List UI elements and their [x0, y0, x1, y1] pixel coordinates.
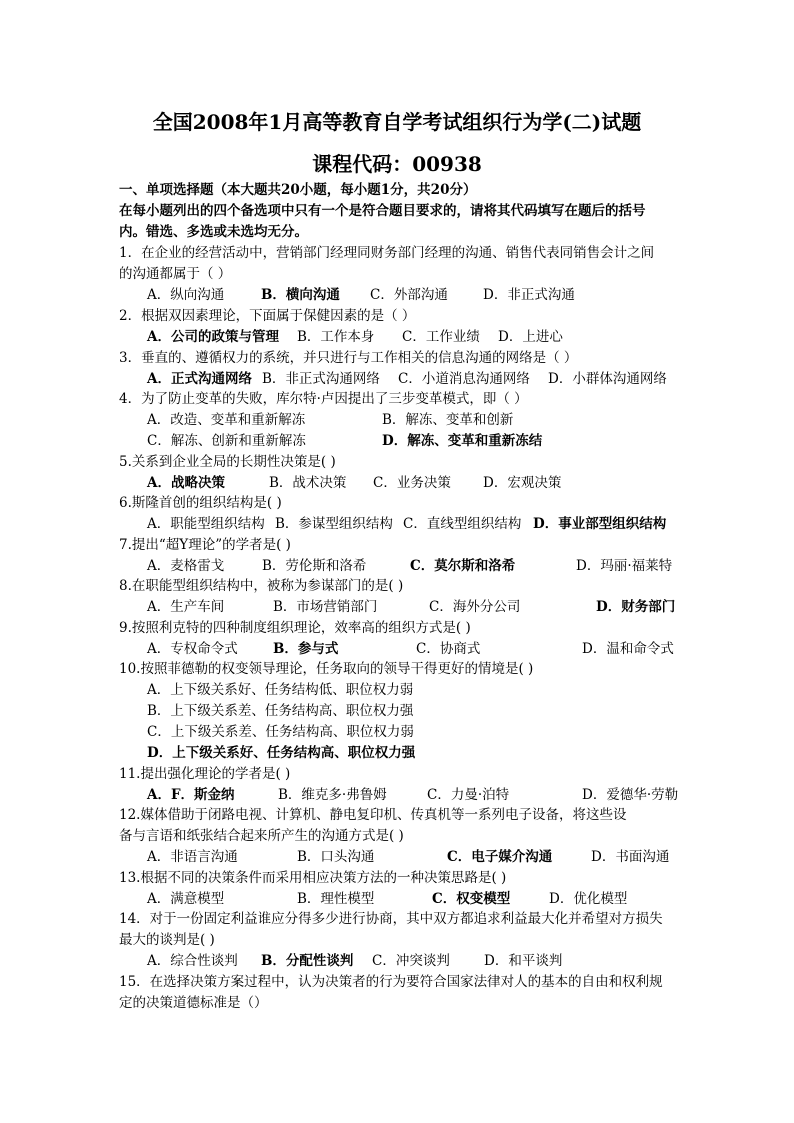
- section-instruction: 在每小题列出的四个备选项中只有一个是符合题目要求的，请将其代码填写在题后的括号: [119, 203, 646, 219]
- question-option: D．优化模型: [549, 891, 628, 907]
- question-option: A．职能型组织结构: [147, 516, 265, 532]
- question-stem: 14．对于一份固定利益谁应分得多少进行协商，其中双方都追求利益最大化并希望对方损失: [119, 911, 663, 927]
- question-stem: 5.关系到企业全局的长期性决策是( ): [119, 454, 336, 470]
- question-option: B．维克多·弗鲁姆: [278, 787, 387, 803]
- question-option: B．参谋型组织结构: [275, 516, 393, 532]
- question-option: B．战术决策: [269, 475, 347, 491]
- question-stem: 3．垂直的、遵循权力的系统，并只进行与工作相关的信息沟通的网络是（ ）: [119, 350, 578, 366]
- question-option: C．上下级关系差、任务结构高、职位权力弱: [147, 724, 414, 740]
- question-option: A．改造、变革和重新解冻: [147, 412, 306, 428]
- question-stem: 8.在职能型组织结构中，被称为参谋部门的是( ): [119, 578, 404, 594]
- question-stem: 的沟通都属于（ ）: [119, 266, 232, 282]
- question-option: C．力曼·泊特: [427, 787, 510, 803]
- answer-option: A．F．斯金纳: [147, 787, 235, 803]
- question-stem: 15．在选择决策方案过程中，认为决策者的行为要符合国家法律对人的基本的自由和权利规: [119, 974, 663, 990]
- question-option: A．专权命令式: [147, 641, 238, 657]
- question-stem: 备与言语和纸张结合起来所产生的沟通方式是( ): [119, 828, 404, 844]
- question-stem: 10.按照菲德勒的权变领导理论，任务取向的领导干得更好的情境是( ): [119, 661, 534, 677]
- question-option: C．业务决策: [373, 475, 451, 491]
- question-option: B．解冻、变革和创新: [382, 412, 514, 428]
- answer-option: B．参与式: [273, 641, 339, 657]
- answer-option: C．电子媒介沟通: [447, 849, 553, 865]
- question-option: B．上下级关系差、任务结构高、职位权力强: [147, 703, 414, 719]
- answer-option: C．莫尔斯和洛希: [410, 558, 516, 574]
- answer-option: D．解冻、变革和重新冻结: [382, 433, 543, 449]
- question-stem: 12.媒体借助于闭路电视、计算机、静电复印机、传真机等一系列电子设备，将这些设: [119, 807, 627, 823]
- exam-title: 全国2008年1月高等教育自学考试组织行为学(二)试题: [152, 110, 642, 134]
- question-stem: 2．根据双因素理论，下面属于保健因素的是（ ）: [119, 308, 416, 324]
- question-stem: 11.提出强化理论的学者是( ): [119, 766, 291, 782]
- question-option: D．温和命令式: [582, 641, 674, 657]
- question-option: C．小道消息沟通网络: [398, 371, 530, 387]
- question-option: D．宏观决策: [483, 475, 562, 491]
- answer-option: B．分配性谈判: [261, 953, 354, 969]
- question-option: D．非正式沟通: [483, 287, 575, 303]
- question-option: C．协商式: [416, 641, 481, 657]
- question-option: A．生产车间: [147, 599, 225, 615]
- question-option: A．麦格雷戈: [147, 558, 225, 574]
- question-option: A．综合性谈判: [147, 953, 238, 969]
- answer-option: D．财务部门: [596, 599, 676, 615]
- question-stem: 6.斯隆首创的组织结构是( ): [119, 495, 282, 511]
- question-option: B．劳伦斯和洛希: [262, 558, 367, 574]
- question-option: D．书面沟通: [591, 849, 670, 865]
- question-option: A．纵向沟通: [147, 287, 225, 303]
- question-option: C．外部沟通: [370, 287, 448, 303]
- question-option: B．工作本身: [297, 329, 375, 345]
- answer-option: D．事业部型组织结构: [533, 516, 667, 532]
- question-stem: 13.根据不同的决策条件而采用相应决策方法的一种决策思路是( ): [119, 870, 507, 886]
- question-option: B．市场营销部门: [273, 599, 378, 615]
- answer-option: C．权变模型: [432, 891, 511, 907]
- answer-option: A．公司的政策与管理: [147, 329, 279, 345]
- question-option: C．解冻、创新和重新解冻: [147, 433, 306, 449]
- question-option: B．口头沟通: [297, 849, 375, 865]
- question-option: B．理性模型: [297, 891, 375, 907]
- question-option: A．上下级关系好、任务结构低、职位权力弱: [147, 682, 414, 698]
- question-stem: 定的决策道德标准是（）: [119, 995, 268, 1011]
- question-option: C．海外分公司: [429, 599, 521, 615]
- section-heading: 一、单项选择题（本大题共20小题，每小题1分，共20分）: [119, 182, 477, 198]
- question-option: D．小群体沟通网络: [548, 371, 667, 387]
- question-option: B．非正式沟通网络: [262, 371, 380, 387]
- answer-option: D．上下级关系好、任务结构高、职位权力强: [147, 745, 416, 761]
- answer-option: B．横向沟通: [261, 287, 340, 303]
- question-option: A．非语言沟通: [147, 849, 238, 865]
- question-option: D．玛丽·福莱特: [576, 558, 673, 574]
- question-stem: 4．为了防止变革的失败，库尔特·卢因提出了三步变革模式，即（ ）: [119, 391, 528, 407]
- course-code: 课程代码：00938: [312, 152, 482, 176]
- question-option: C．直线型组织结构: [403, 516, 522, 532]
- question-stem: 7.提出“超Y理论”的学者是( ): [119, 537, 291, 553]
- question-stem: 1．在企业的经营活动中，营销部门经理同财务部门经理的沟通、销售代表同销售会计之间: [119, 245, 655, 261]
- question-option: C．冲突谈判: [372, 953, 450, 969]
- question-stem: 最大的谈判是( ): [119, 932, 215, 948]
- answer-option: A．正式沟通网络: [147, 371, 252, 387]
- question-option: A．满意模型: [147, 891, 225, 907]
- question-option: D．上进心: [498, 329, 563, 345]
- question-option: C．工作业绩: [402, 329, 480, 345]
- question-option: D．和平谈判: [484, 953, 563, 969]
- question-stem: 9.按照利克特的四种制度组织理论，效率高的组织方式是( ): [119, 620, 471, 636]
- answer-option: A．战略决策: [147, 475, 225, 491]
- question-option: D．爱德华·劳勒: [582, 787, 679, 803]
- section-instruction: 内。错选、多选或未选均无分。: [119, 224, 308, 240]
